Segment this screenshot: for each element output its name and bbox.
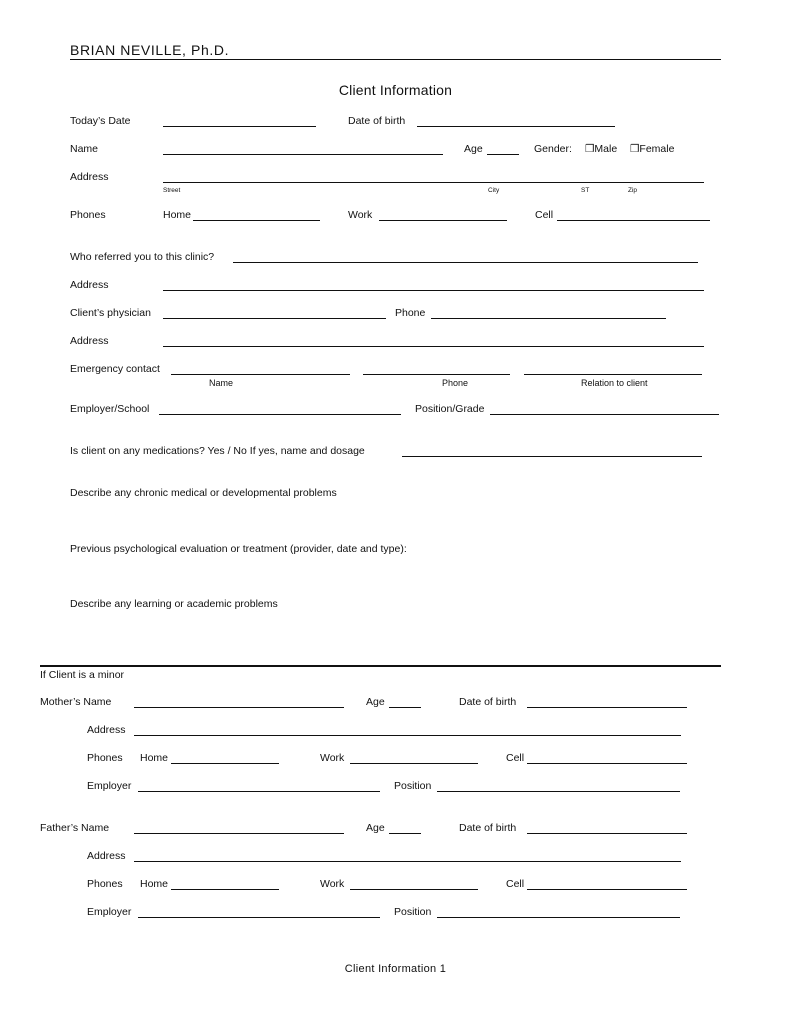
practitioner-name: BRIAN NEVILLE, Ph.D. bbox=[70, 42, 230, 58]
age-field[interactable] bbox=[487, 154, 519, 155]
father-home-phone-field[interactable] bbox=[171, 889, 279, 890]
medications-field[interactable] bbox=[402, 456, 702, 457]
male-label: Male bbox=[594, 143, 618, 155]
name-field[interactable] bbox=[163, 154, 443, 155]
mother-address-label: Address bbox=[87, 724, 126, 736]
physician-phone-label: Phone bbox=[395, 307, 426, 319]
page-footer: Client Information 1 bbox=[344, 963, 447, 975]
zip-sublabel: Zip bbox=[628, 187, 638, 194]
dob-label: Date of birth bbox=[348, 115, 406, 127]
mother-address-field[interactable] bbox=[134, 735, 681, 736]
position-grade-field[interactable] bbox=[490, 414, 719, 415]
mother-cell-label: Cell bbox=[506, 752, 525, 764]
cell-phone-field[interactable] bbox=[557, 220, 710, 221]
mother-position-label: Position bbox=[394, 780, 432, 792]
father-address-field[interactable] bbox=[134, 861, 681, 862]
emergency-name-sublabel: Name bbox=[209, 378, 234, 388]
mothers-name-field[interactable] bbox=[134, 707, 344, 708]
emergency-name-field[interactable] bbox=[171, 374, 350, 375]
fathers-name-label: Father’s Name bbox=[40, 822, 110, 834]
referrer-address-field[interactable] bbox=[163, 290, 704, 291]
father-work-phone-field[interactable] bbox=[350, 889, 478, 890]
mother-cell-phone-field[interactable] bbox=[527, 763, 687, 764]
gender-female-option[interactable] bbox=[630, 143, 674, 155]
work-label: Work bbox=[348, 209, 373, 221]
female-checkbox-icon[interactable]: ❒ bbox=[630, 143, 640, 155]
medications-label: Is client on any medications? Yes / No If yes, name and dosage bbox=[70, 445, 365, 457]
father-age-label: Age bbox=[366, 822, 385, 834]
father-phones-label: Phones bbox=[87, 878, 123, 890]
mother-position-field[interactable] bbox=[437, 791, 680, 792]
todays-date-field[interactable] bbox=[163, 126, 316, 127]
minor-section-rule bbox=[40, 665, 721, 667]
fathers-name-field[interactable] bbox=[134, 833, 344, 834]
referred-field[interactable] bbox=[233, 262, 698, 263]
emergency-phone-sublabel: Phone bbox=[442, 378, 469, 388]
cell-label: Cell bbox=[535, 209, 554, 221]
home-label: Home bbox=[163, 209, 192, 221]
referred-label: Who referred you to this clinic? bbox=[70, 251, 215, 263]
mother-phones-label: Phones bbox=[87, 752, 123, 764]
physician-address-field[interactable] bbox=[163, 346, 704, 347]
age-label: Age bbox=[464, 143, 483, 155]
emergency-relation-sublabel: Relation to client bbox=[581, 378, 648, 388]
father-work-label: Work bbox=[320, 878, 345, 890]
dob-field[interactable] bbox=[417, 126, 615, 127]
mothers-name-label: Mother’s Name bbox=[40, 696, 112, 708]
father-employer-field[interactable] bbox=[138, 917, 380, 918]
minor-heading: If Client is a minor bbox=[40, 669, 125, 681]
work-phone-field[interactable] bbox=[379, 220, 507, 221]
emergency-phone-field[interactable] bbox=[363, 374, 510, 375]
father-dob-label: Date of birth bbox=[459, 822, 517, 834]
name-label: Name bbox=[70, 143, 99, 155]
father-cell-phone-field[interactable] bbox=[527, 889, 687, 890]
referrer-address-label: Address bbox=[70, 279, 109, 291]
female-label: Female bbox=[639, 143, 675, 155]
male-checkbox-icon[interactable]: ❒ bbox=[585, 143, 595, 155]
address-field[interactable] bbox=[163, 182, 704, 183]
phones-label: Phones bbox=[70, 209, 106, 221]
mother-work-phone-field[interactable] bbox=[350, 763, 478, 764]
position-grade-label: Position/Grade bbox=[415, 403, 485, 415]
physician-field[interactable] bbox=[163, 318, 386, 319]
mother-work-label: Work bbox=[320, 752, 345, 764]
father-position-field[interactable] bbox=[437, 917, 680, 918]
physician-label: Client’s physician bbox=[70, 307, 151, 319]
todays-date-label: Today’s Date bbox=[70, 115, 131, 127]
city-sublabel: City bbox=[488, 187, 500, 194]
physician-address-label: Address bbox=[70, 335, 109, 347]
father-home-label: Home bbox=[140, 878, 169, 890]
chronic-problems-label: Describe any chronic medical or developmental problems bbox=[70, 487, 337, 499]
physician-phone-field[interactable] bbox=[431, 318, 666, 319]
mother-age-field[interactable] bbox=[389, 707, 421, 708]
emergency-relation-field[interactable] bbox=[524, 374, 702, 375]
learning-problems-label: Describe any learning or academic problems bbox=[70, 598, 278, 610]
home-phone-field[interactable] bbox=[193, 220, 320, 221]
father-dob-field[interactable] bbox=[527, 833, 687, 834]
page-title: Client Information bbox=[338, 82, 453, 98]
mother-employer-label: Employer bbox=[87, 780, 132, 792]
emergency-label: Emergency contact bbox=[70, 363, 160, 375]
street-sublabel: Street bbox=[163, 187, 181, 194]
mother-dob-label: Date of birth bbox=[459, 696, 517, 708]
mother-home-phone-field[interactable] bbox=[171, 763, 279, 764]
gender-male-option[interactable] bbox=[585, 143, 617, 155]
gender-label: Gender: bbox=[534, 143, 572, 155]
mother-dob-field[interactable] bbox=[527, 707, 687, 708]
employer-school-label: Employer/School bbox=[70, 403, 150, 415]
previous-evaluation-label: Previous psychological evaluation or treatment (provider, date and type): bbox=[70, 543, 407, 555]
father-position-label: Position bbox=[394, 906, 432, 918]
mother-employer-field[interactable] bbox=[138, 791, 380, 792]
header-rule bbox=[70, 59, 721, 60]
father-address-label: Address bbox=[87, 850, 126, 862]
father-employer-label: Employer bbox=[87, 906, 132, 918]
address-label: Address bbox=[70, 171, 109, 183]
father-age-field[interactable] bbox=[389, 833, 421, 834]
employer-school-field[interactable] bbox=[159, 414, 401, 415]
st-sublabel: ST bbox=[581, 187, 590, 194]
father-cell-label: Cell bbox=[506, 878, 525, 890]
mother-age-label: Age bbox=[366, 696, 385, 708]
mother-home-label: Home bbox=[140, 752, 169, 764]
